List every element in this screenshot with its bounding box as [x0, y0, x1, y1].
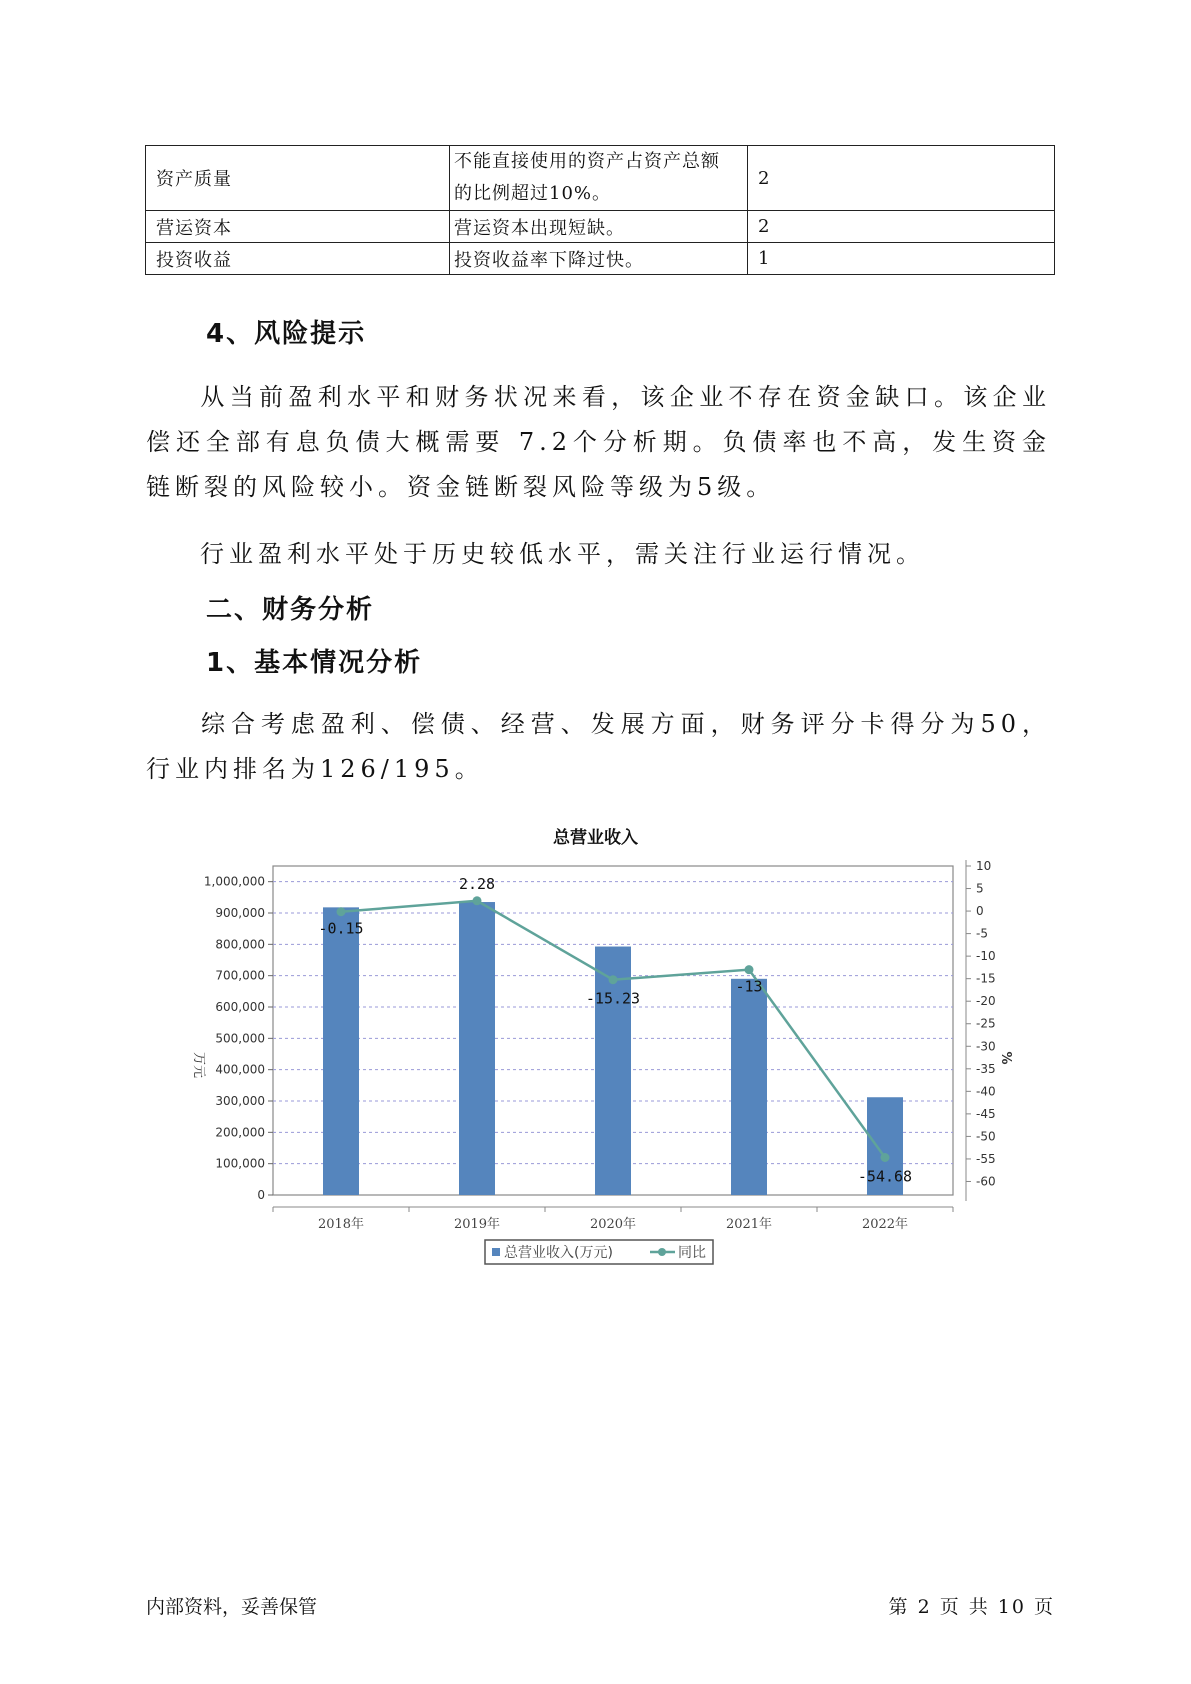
table-cell-item: 投资收益 [146, 243, 450, 275]
y-right-tick-label: -60 [976, 1174, 996, 1189]
paragraph-text: 从当前盈利水平和财务状况来看，该企业不存在资金缺口。该企业偿还全部有息负债大概需要 7.2个分析期。负债率也不高，发生资金链断裂的风险较小。资金链断裂风险等级为5级。 [146, 383, 1051, 501]
y-right-tick-label: 0 [976, 904, 984, 919]
paragraph-text: 行业盈利水平处于历史较低水平，需关注行业运行情况。 [200, 540, 925, 568]
y-tick-label: 900,000 [215, 906, 265, 920]
data-label: -15.23 [585, 989, 641, 1008]
table-row [146, 243, 1055, 275]
data-label: -0.15 [318, 919, 364, 938]
y-right-tick-label: -35 [976, 1061, 996, 1076]
table-cell-item: 资产质量 [146, 146, 450, 211]
y-right-tick-label: -55 [976, 1151, 996, 1166]
risk-score-table [145, 145, 1055, 275]
y-tick-label: 200,000 [215, 1125, 265, 1140]
footer-confidential: 内部资料，妥善保管 [146, 1596, 318, 1618]
table-cell-desc: 不能直接使用的资产占资产总额的比例超过10%。 [450, 146, 748, 211]
subsection-heading-basic: 1、基本情况分析 [206, 648, 423, 678]
y-right-tick-label: -15 [976, 971, 996, 986]
legend-swatch-point [658, 1248, 666, 1256]
y-right-tick-label: 5 [976, 881, 984, 896]
y-right-tick-label: -45 [976, 1106, 996, 1121]
table-cell-item: 营运资本 [146, 211, 450, 243]
revenue-chart [160, 850, 1040, 1280]
table-cell-score: 1 [748, 243, 1055, 275]
bar [323, 907, 359, 1195]
footer-page-number: 第 2 页 共 10 页 [888, 1596, 1055, 1618]
y-right-tick-label: -50 [976, 1129, 996, 1144]
y-tick-label: 0 [257, 1188, 265, 1202]
y-axis-label: 万元 [191, 1051, 206, 1079]
y-tick-label: 500,000 [215, 1031, 265, 1046]
table-cell-score: 2 [748, 211, 1055, 243]
yoy-point [337, 907, 346, 916]
x-tick-label: 2018年 [317, 1217, 365, 1232]
table-row [146, 146, 1055, 211]
y-tick-label: 1,000,000 [203, 874, 265, 889]
x-tick-label: 2020年 [589, 1217, 637, 1232]
paragraph-text: 综合考虑盈利、偿债、经营、发展方面，财务评分卡得分为50，行业内排名为126/195。 [146, 710, 1051, 783]
data-label: -54.68 [857, 1167, 913, 1186]
table-cell-desc: 营运资本出现短缺。 [450, 211, 748, 243]
y-right-tick-label: -40 [976, 1084, 996, 1099]
y-right-axis-label: % [998, 1051, 1013, 1065]
paragraph-basic [146, 702, 1051, 792]
paragraph-risk [146, 375, 1051, 510]
yoy-point [881, 1153, 890, 1162]
data-label: -13 [735, 977, 763, 996]
y-right-tick-label: -5 [976, 926, 988, 941]
x-tick-label: 2021年 [725, 1217, 773, 1232]
legend-swatch-bar [492, 1248, 500, 1256]
paragraph-industry [146, 532, 1051, 577]
yoy-point [609, 975, 618, 984]
bar [731, 979, 767, 1195]
table-cell-score: 2 [748, 146, 1055, 211]
table-row [146, 211, 1055, 243]
y-right-tick-label: -30 [976, 1039, 996, 1054]
section-heading-financial: 二、财务分析 [206, 595, 375, 625]
y-tick-label: 300,000 [215, 1094, 265, 1108]
chart-title: 总营业收入 [553, 828, 638, 848]
legend-label: 总营业收入(万元) [504, 1245, 613, 1261]
y-tick-label: 100,000 [215, 1156, 265, 1171]
y-right-tick-label: 10 [976, 859, 992, 873]
y-right-tick-label: -25 [976, 1016, 996, 1031]
x-tick-label: 2019年 [453, 1217, 501, 1232]
y-tick-label: 700,000 [215, 968, 265, 983]
y-tick-label: 800,000 [215, 937, 265, 952]
x-tick-label: 2022年 [861, 1217, 909, 1232]
legend-label: 同比 [678, 1245, 706, 1261]
y-right-tick-label: -10 [976, 949, 996, 964]
table-cell-desc: 投资收益率下降过快。 [450, 243, 748, 275]
yoy-point [745, 965, 754, 974]
yoy-point [473, 896, 482, 905]
y-tick-label: 600,000 [215, 1000, 265, 1014]
data-label: 2.28 [458, 874, 496, 893]
y-tick-label: 400,000 [215, 1062, 265, 1077]
bar [459, 902, 495, 1195]
y-right-tick-label: -20 [976, 994, 996, 1009]
section-heading-risk: 4、风险提示 [206, 319, 367, 349]
